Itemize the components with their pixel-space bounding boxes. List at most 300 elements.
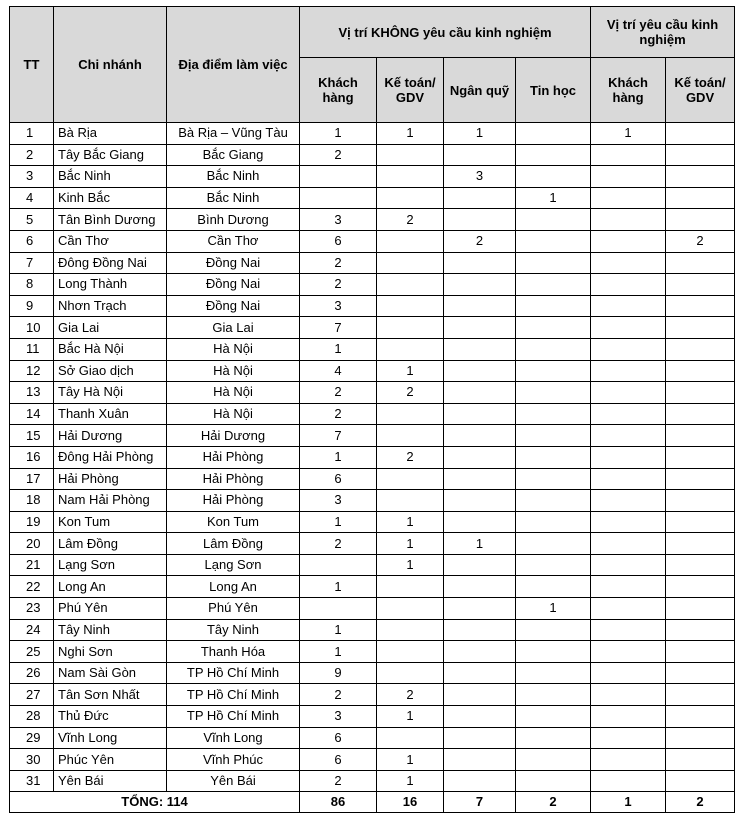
row-value: 2 <box>377 446 444 468</box>
table-row <box>10 598 735 620</box>
row-value <box>591 338 666 360</box>
table-row <box>10 425 735 447</box>
row-value <box>444 770 516 792</box>
row-value <box>377 166 444 188</box>
row-value <box>444 684 516 706</box>
row-value <box>444 274 516 296</box>
row-value <box>377 598 444 620</box>
row-location: Long An <box>167 576 300 598</box>
row-value <box>444 403 516 425</box>
row-value <box>666 187 735 209</box>
row-value: 1 <box>516 598 591 620</box>
row-value <box>591 662 666 684</box>
row-branch: Phú Yên <box>54 598 167 620</box>
header-no-exp-accounting: Kế toán/ GDV <box>377 58 444 123</box>
table-row <box>10 295 735 317</box>
table-row <box>10 338 735 360</box>
header-no-exp-customer: Khách hàng <box>300 58 377 123</box>
row-location: Lâm Đồng <box>167 533 300 555</box>
total-value: 2 <box>666 792 735 813</box>
row-location: Đồng Nai <box>167 274 300 296</box>
row-value <box>377 662 444 684</box>
row-value <box>591 554 666 576</box>
total-label: TỔNG: 114 <box>10 792 300 813</box>
row-value <box>444 187 516 209</box>
row-value: 3 <box>300 209 377 231</box>
row-value <box>666 295 735 317</box>
row-value <box>444 338 516 360</box>
row-tt: 7 <box>10 252 54 274</box>
row-value <box>516 338 591 360</box>
table-row <box>10 166 735 188</box>
row-value: 1 <box>300 576 377 598</box>
row-tt: 25 <box>10 641 54 663</box>
row-location: Hải Phòng <box>167 446 300 468</box>
row-tt: 19 <box>10 511 54 533</box>
row-tt: 5 <box>10 209 54 231</box>
row-value <box>591 144 666 166</box>
row-value <box>444 425 516 447</box>
row-branch: Lâm Đồng <box>54 533 167 555</box>
row-value <box>444 317 516 339</box>
row-value <box>444 144 516 166</box>
row-value <box>516 727 591 749</box>
row-value <box>666 490 735 512</box>
row-value <box>666 619 735 641</box>
row-value: 6 <box>300 749 377 771</box>
row-value <box>516 295 591 317</box>
row-value <box>591 468 666 490</box>
row-value: 2 <box>444 230 516 252</box>
table-body <box>10 123 735 792</box>
header-group-experience: Vị trí yêu cầu kinh nghiệm <box>591 7 735 58</box>
row-value <box>591 490 666 512</box>
row-value <box>591 274 666 296</box>
row-branch: Nam Sài Gòn <box>54 662 167 684</box>
table-row <box>10 706 735 728</box>
row-value <box>516 662 591 684</box>
table-row <box>10 619 735 641</box>
row-value: 1 <box>377 123 444 145</box>
row-branch: Tây Bắc Giang <box>54 144 167 166</box>
row-value <box>666 338 735 360</box>
row-branch: Đông Hải Phòng <box>54 446 167 468</box>
total-value: 2 <box>516 792 591 813</box>
row-tt: 1 <box>10 123 54 145</box>
total-value: 7 <box>444 792 516 813</box>
row-value <box>444 619 516 641</box>
table-row <box>10 684 735 706</box>
row-value <box>591 360 666 382</box>
table-row <box>10 770 735 792</box>
row-value <box>377 425 444 447</box>
total-row <box>10 792 735 813</box>
row-branch: Gia Lai <box>54 317 167 339</box>
row-value <box>666 554 735 576</box>
row-value: 2 <box>300 144 377 166</box>
row-value <box>516 317 591 339</box>
table-row <box>10 230 735 252</box>
row-value <box>444 706 516 728</box>
row-value <box>591 382 666 404</box>
table-row <box>10 209 735 231</box>
row-value <box>591 727 666 749</box>
row-tt: 9 <box>10 295 54 317</box>
row-value: 1 <box>377 770 444 792</box>
row-value: 1 <box>300 446 377 468</box>
row-location: Bình Dương <box>167 209 300 231</box>
table-row <box>10 446 735 468</box>
row-branch: Bà Rịa <box>54 123 167 145</box>
row-location: Vĩnh Phúc <box>167 749 300 771</box>
row-value <box>666 144 735 166</box>
row-value <box>591 295 666 317</box>
row-value <box>591 317 666 339</box>
row-value <box>377 230 444 252</box>
row-tt: 6 <box>10 230 54 252</box>
table-row <box>10 662 735 684</box>
row-branch: Long An <box>54 576 167 598</box>
row-value <box>666 641 735 663</box>
row-value <box>516 425 591 447</box>
row-value <box>444 295 516 317</box>
row-value <box>377 619 444 641</box>
row-location: Bắc Ninh <box>167 166 300 188</box>
row-tt: 4 <box>10 187 54 209</box>
row-value <box>377 274 444 296</box>
row-tt: 10 <box>10 317 54 339</box>
row-value <box>591 576 666 598</box>
row-branch: Nghi Sơn <box>54 641 167 663</box>
row-value: 2 <box>666 230 735 252</box>
row-location: Hải Phòng <box>167 468 300 490</box>
row-location: Lạng Sơn <box>167 554 300 576</box>
row-branch: Hải Dương <box>54 425 167 447</box>
row-tt: 21 <box>10 554 54 576</box>
row-value: 3 <box>300 490 377 512</box>
header-no-exp-treasury: Ngân quỹ <box>444 58 516 123</box>
row-branch: Tân Bình Dương <box>54 209 167 231</box>
row-tt: 15 <box>10 425 54 447</box>
row-value <box>377 144 444 166</box>
total-value: 86 <box>300 792 377 813</box>
row-tt: 13 <box>10 382 54 404</box>
row-value <box>591 619 666 641</box>
table-row <box>10 468 735 490</box>
row-location: Đồng Nai <box>167 295 300 317</box>
total-value: 16 <box>377 792 444 813</box>
row-value <box>591 598 666 620</box>
row-value <box>377 468 444 490</box>
row-location: Yên Bái <box>167 770 300 792</box>
row-value <box>666 382 735 404</box>
row-location: Gia Lai <box>167 317 300 339</box>
header-exp-customer: Khách hàng <box>591 58 666 123</box>
row-location: Hà Nội <box>167 338 300 360</box>
row-tt: 12 <box>10 360 54 382</box>
row-value <box>444 468 516 490</box>
row-value <box>666 274 735 296</box>
row-value <box>444 490 516 512</box>
row-location: Cần Thơ <box>167 230 300 252</box>
row-value <box>444 511 516 533</box>
row-value <box>300 554 377 576</box>
row-value <box>591 252 666 274</box>
row-value: 6 <box>300 468 377 490</box>
row-branch: Yên Bái <box>54 770 167 792</box>
row-tt: 30 <box>10 749 54 771</box>
table-row <box>10 554 735 576</box>
row-value <box>516 403 591 425</box>
row-branch: Bắc Hà Nội <box>54 338 167 360</box>
row-value: 9 <box>300 662 377 684</box>
row-branch: Kon Tum <box>54 511 167 533</box>
row-value <box>591 446 666 468</box>
row-value <box>666 468 735 490</box>
row-value: 2 <box>300 274 377 296</box>
row-value <box>516 166 591 188</box>
row-value: 2 <box>377 382 444 404</box>
row-value: 6 <box>300 230 377 252</box>
row-value <box>666 123 735 145</box>
row-value: 1 <box>300 619 377 641</box>
row-value <box>516 641 591 663</box>
row-branch: Phúc Yên <box>54 749 167 771</box>
row-branch: Lạng Sơn <box>54 554 167 576</box>
row-value: 1 <box>377 706 444 728</box>
row-value <box>444 446 516 468</box>
row-value <box>516 490 591 512</box>
row-value <box>666 252 735 274</box>
row-value <box>666 770 735 792</box>
table-row <box>10 187 735 209</box>
row-value <box>591 187 666 209</box>
row-value <box>666 662 735 684</box>
row-tt: 24 <box>10 619 54 641</box>
row-value <box>444 576 516 598</box>
row-value <box>444 209 516 231</box>
row-value <box>516 468 591 490</box>
row-location: Hải Phòng <box>167 490 300 512</box>
row-branch: Thanh Xuân <box>54 403 167 425</box>
row-tt: 29 <box>10 727 54 749</box>
row-value: 3 <box>300 706 377 728</box>
row-tt: 31 <box>10 770 54 792</box>
row-branch: Vĩnh Long <box>54 727 167 749</box>
row-value: 1 <box>444 533 516 555</box>
table-row <box>10 533 735 555</box>
total-value: 1 <box>591 792 666 813</box>
row-value <box>591 706 666 728</box>
row-value: 1 <box>444 123 516 145</box>
row-value: 2 <box>300 684 377 706</box>
row-value: 7 <box>300 317 377 339</box>
row-value <box>377 576 444 598</box>
row-value <box>377 317 444 339</box>
table-row <box>10 144 735 166</box>
row-branch: Long Thành <box>54 274 167 296</box>
row-location: Hà Nội <box>167 403 300 425</box>
row-value: 2 <box>377 209 444 231</box>
row-tt: 23 <box>10 598 54 620</box>
row-location: Bà Rịa – Vũng Tàu <box>167 123 300 145</box>
row-tt: 20 <box>10 533 54 555</box>
row-value <box>591 403 666 425</box>
row-value <box>516 209 591 231</box>
row-value <box>444 727 516 749</box>
row-location: Thanh Hóa <box>167 641 300 663</box>
table-row <box>10 511 735 533</box>
row-value: 1 <box>300 641 377 663</box>
row-tt: 27 <box>10 684 54 706</box>
row-value <box>377 187 444 209</box>
row-branch: Tây Ninh <box>54 619 167 641</box>
row-branch: Sở Giao dịch <box>54 360 167 382</box>
row-value: 1 <box>300 511 377 533</box>
row-value <box>444 360 516 382</box>
row-value <box>666 166 735 188</box>
row-location: Bắc Giang <box>167 144 300 166</box>
row-value <box>591 230 666 252</box>
recruitment-table <box>9 6 735 813</box>
row-value <box>516 554 591 576</box>
row-location: TP Hồ Chí Minh <box>167 662 300 684</box>
row-value: 2 <box>300 382 377 404</box>
row-tt: 26 <box>10 662 54 684</box>
row-value <box>516 123 591 145</box>
row-value <box>591 684 666 706</box>
row-value <box>444 598 516 620</box>
row-value <box>444 554 516 576</box>
table-row <box>10 403 735 425</box>
table-row <box>10 360 735 382</box>
row-value: 6 <box>300 727 377 749</box>
row-value <box>516 360 591 382</box>
table-row <box>10 123 735 145</box>
header-branch: Chi nhánh <box>54 7 167 123</box>
row-value <box>591 166 666 188</box>
row-value <box>666 598 735 620</box>
row-value <box>516 446 591 468</box>
row-value <box>591 641 666 663</box>
row-tt: 2 <box>10 144 54 166</box>
row-value: 1 <box>377 511 444 533</box>
header-group-no-experience: Vị trí KHÔNG yêu cầu kinh nghiệm <box>300 7 591 58</box>
row-tt: 14 <box>10 403 54 425</box>
row-value: 3 <box>300 295 377 317</box>
row-value <box>377 295 444 317</box>
row-branch: Nam Hải Phòng <box>54 490 167 512</box>
row-value: 1 <box>377 360 444 382</box>
row-location: Hải Dương <box>167 425 300 447</box>
row-value <box>666 706 735 728</box>
row-value <box>591 770 666 792</box>
row-value <box>377 727 444 749</box>
row-value: 1 <box>591 123 666 145</box>
row-value <box>444 382 516 404</box>
row-value <box>516 770 591 792</box>
table-row <box>10 274 735 296</box>
row-location: TP Hồ Chí Minh <box>167 684 300 706</box>
row-value: 1 <box>377 554 444 576</box>
row-branch: Đông Đồng Nai <box>54 252 167 274</box>
row-value <box>516 749 591 771</box>
table-row <box>10 641 735 663</box>
row-branch: Nhơn Trạch <box>54 295 167 317</box>
row-value <box>516 619 591 641</box>
row-branch: Tân Sơn Nhất <box>54 684 167 706</box>
row-location: Hà Nội <box>167 382 300 404</box>
row-tt: 8 <box>10 274 54 296</box>
header-location: Địa điểm làm việc <box>167 7 300 123</box>
row-branch: Tây Hà Nội <box>54 382 167 404</box>
row-location: Tây Ninh <box>167 619 300 641</box>
row-location: Hà Nội <box>167 360 300 382</box>
table-row <box>10 252 735 274</box>
row-value <box>300 187 377 209</box>
row-value <box>377 641 444 663</box>
row-value: 2 <box>300 533 377 555</box>
row-value: 1 <box>377 749 444 771</box>
row-value <box>666 684 735 706</box>
row-tt: 16 <box>10 446 54 468</box>
row-value: 2 <box>300 770 377 792</box>
row-branch: Cần Thơ <box>54 230 167 252</box>
row-value: 1 <box>377 533 444 555</box>
header-no-exp-it: Tin học <box>516 58 591 123</box>
row-location: Kon Tum <box>167 511 300 533</box>
row-value <box>516 576 591 598</box>
table-row <box>10 576 735 598</box>
row-value <box>666 749 735 771</box>
row-value <box>516 706 591 728</box>
row-tt: 11 <box>10 338 54 360</box>
row-value: 3 <box>444 166 516 188</box>
row-value: 7 <box>300 425 377 447</box>
row-value <box>516 511 591 533</box>
row-value <box>666 533 735 555</box>
row-branch: Hải Phòng <box>54 468 167 490</box>
row-value: 1 <box>300 123 377 145</box>
row-value <box>300 166 377 188</box>
row-value <box>377 252 444 274</box>
table-row <box>10 490 735 512</box>
row-value <box>666 425 735 447</box>
row-value <box>444 662 516 684</box>
row-value <box>666 511 735 533</box>
row-value <box>516 230 591 252</box>
table-row <box>10 727 735 749</box>
row-tt: 3 <box>10 166 54 188</box>
row-value <box>591 209 666 231</box>
row-value <box>377 403 444 425</box>
row-location: TP Hồ Chí Minh <box>167 706 300 728</box>
row-value: 2 <box>377 684 444 706</box>
header-exp-accounting: Kế toán/ GDV <box>666 58 735 123</box>
row-value <box>666 403 735 425</box>
row-value <box>516 382 591 404</box>
row-value <box>516 684 591 706</box>
header-tt: TT <box>10 7 54 123</box>
row-value <box>666 317 735 339</box>
row-value: 2 <box>300 403 377 425</box>
row-value <box>591 425 666 447</box>
row-branch: Thủ Đức <box>54 706 167 728</box>
row-value <box>516 252 591 274</box>
row-value <box>444 749 516 771</box>
row-location: Bắc Ninh <box>167 187 300 209</box>
row-value: 1 <box>300 338 377 360</box>
